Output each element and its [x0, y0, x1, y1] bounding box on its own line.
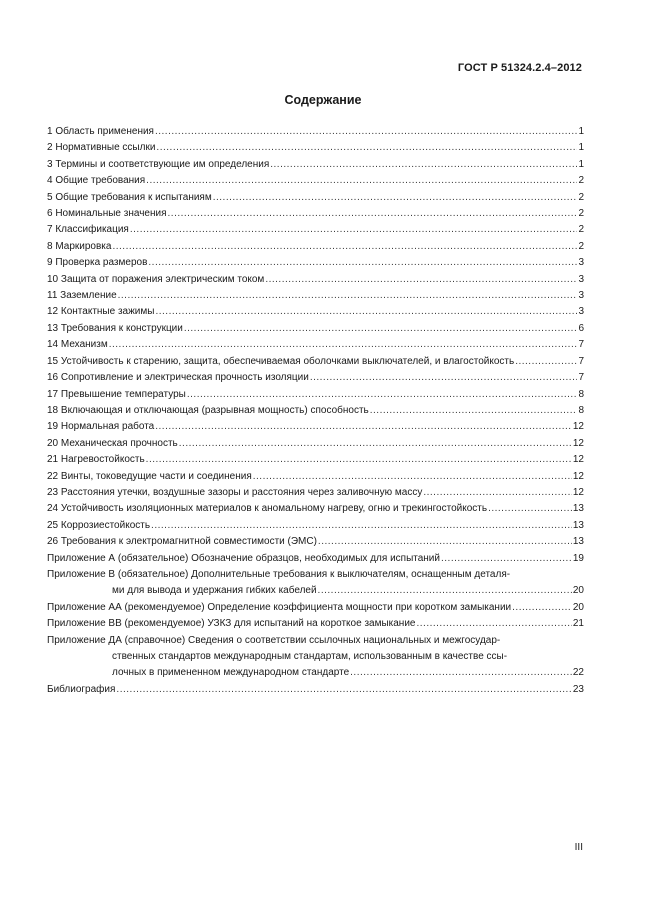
toc-entry-label: Библиография: [47, 683, 116, 695]
dot-leader: [187, 387, 578, 403]
dot-leader: [156, 140, 577, 156]
toc-entry-page: 8: [578, 404, 584, 416]
dot-leader: [112, 239, 577, 255]
toc-entry[interactable]: [47, 518, 584, 534]
dot-leader: [265, 272, 577, 288]
dot-leader: [184, 321, 578, 337]
toc-entry[interactable]: [47, 403, 584, 419]
toc-entry[interactable]: [47, 222, 584, 238]
dot-leader: [488, 501, 572, 517]
toc-entry-label: 16 Сопротивление и электрическая прочность изоляции: [47, 372, 309, 384]
toc-entry[interactable]: [47, 419, 584, 435]
dot-leader: [155, 124, 577, 140]
toc-entry-page: 22: [572, 667, 584, 679]
toc-entry-label: 21 Нагревостойкость: [47, 454, 145, 466]
toc-entry[interactable]: [47, 469, 584, 485]
toc-entry[interactable]: [47, 190, 584, 206]
toc-entry-page: 1: [578, 126, 584, 137]
toc-entry-page: 2: [578, 208, 584, 220]
toc-entry-label: 10 Защита от поражения электрическим током: [47, 273, 265, 285]
toc-entry-page: 20: [572, 601, 584, 613]
dot-leader: [155, 304, 577, 320]
toc-entry[interactable]: [47, 567, 584, 600]
dot-leader: [423, 485, 572, 501]
toc-entry[interactable]: [47, 173, 584, 189]
dot-leader: [253, 469, 572, 485]
dot-leader: [179, 436, 572, 452]
toc-entry[interactable]: [47, 452, 584, 468]
toc-entry-label: Приложение АА (рекомендуемое) Определение коэффициента мощности при коротком замыкании: [47, 601, 512, 613]
toc-entry-label: 13 Требования к конструкции: [47, 322, 183, 334]
toc-entry[interactable]: [47, 272, 584, 288]
toc-entry-page: 8: [578, 388, 584, 400]
toc-entry-page: 1: [578, 158, 584, 170]
toc-entry-label: 6 Номинальные значения: [47, 208, 167, 220]
toc-entry-page: 2: [578, 224, 584, 236]
toc-entry-page: 12: [572, 437, 584, 449]
toc-entry[interactable]: [47, 436, 584, 452]
dot-leader: [416, 616, 571, 632]
dot-leader: [318, 583, 572, 599]
dot-leader: [116, 682, 571, 698]
toc-entry[interactable]: [47, 501, 584, 517]
toc-entry[interactable]: [47, 534, 584, 550]
dot-leader: [350, 665, 572, 681]
dot-leader: [148, 255, 577, 271]
toc-entry-label: Приложение ВВ (рекомендуемое) УЗКЗ для испытаний на короткое замыкание: [47, 618, 416, 630]
toc-entry-page: 12: [572, 486, 584, 498]
toc-entry-label: 5 Общие требования к испытаниям: [47, 191, 212, 203]
toc-entry[interactable]: [47, 551, 584, 567]
toc-entry-label: ми для вывода и удержания гибких кабелей: [112, 585, 317, 597]
dot-leader: [109, 337, 578, 353]
toc-entry-label: 11 Заземление: [47, 290, 117, 302]
toc-entry-page: 3: [578, 290, 584, 302]
toc-entry-page: 13: [572, 519, 584, 531]
dot-leader: [370, 403, 578, 419]
toc-entry[interactable]: [47, 321, 584, 337]
dot-leader: [155, 419, 572, 435]
dot-leader: [146, 452, 572, 468]
toc-entry[interactable]: [47, 140, 584, 156]
toc-title: Содержание: [284, 93, 362, 107]
toc-entry-label: 8 Маркировка: [47, 240, 112, 252]
dot-leader: [515, 354, 577, 370]
toc-entry-label: лочных в примененном международном стандарте: [112, 667, 350, 679]
toc-entry-page: 7: [578, 339, 584, 351]
toc-entry-page: 7: [578, 355, 584, 367]
toc-entry-line: Приложение В (обязательное) Дополнительные требования к выключателям, оснащенным деталя-: [47, 568, 511, 580]
toc-entry-page: 3: [578, 273, 584, 285]
page-number: III: [574, 842, 583, 853]
toc-entry-label: 19 Нормальная работа: [47, 421, 155, 433]
dot-leader: [168, 206, 578, 222]
toc-entry-page: 12: [572, 470, 584, 482]
toc-entry[interactable]: [47, 157, 584, 173]
toc-entry[interactable]: [47, 124, 584, 140]
toc-entry[interactable]: [47, 337, 584, 353]
toc-entry[interactable]: [47, 485, 584, 501]
toc-entry-page: 20: [572, 585, 584, 597]
toc-entry-page: 21: [572, 618, 584, 630]
toc-entry-label: 7 Классификация: [47, 224, 129, 236]
toc-entry-page: 7: [578, 372, 584, 384]
toc-entry-label: 1 Область применения: [47, 126, 154, 137]
toc-entry[interactable]: [47, 304, 584, 320]
toc-entry-page: 3: [578, 257, 584, 269]
toc-entry-label: 2 Нормативные ссылки: [47, 142, 156, 154]
toc-entry[interactable]: [47, 600, 584, 616]
dot-leader: [146, 173, 577, 189]
toc-entry-page: 6: [578, 322, 584, 334]
toc-entry-label: 22 Винты, токоведущие части и соединения: [47, 470, 252, 482]
toc-entry-label: 20 Механическая прочность: [47, 437, 178, 449]
dot-leader: [270, 157, 577, 173]
dot-leader: [318, 534, 572, 550]
toc-entry-page: 2: [578, 240, 584, 252]
toc-entry-label: 14 Механизм: [47, 339, 108, 351]
toc-entry[interactable]: [47, 633, 584, 682]
toc-entry[interactable]: [47, 616, 584, 632]
toc-entry[interactable]: [47, 255, 584, 271]
dot-leader: [118, 288, 578, 304]
toc-entry-label: 4 Общие требования: [47, 175, 146, 187]
dot-leader: [151, 518, 572, 534]
toc-entry-page: 2: [578, 191, 584, 203]
toc-entry-label: 12 Контактные зажимы: [47, 306, 155, 318]
dot-leader: [130, 222, 578, 238]
toc-entry[interactable]: [47, 354, 584, 370]
toc-entry-label: 18 Включающая и отключающая (разрывная мощность) способность: [47, 404, 369, 416]
toc-entry[interactable]: [47, 239, 584, 255]
toc-entry-page: 2: [578, 175, 584, 187]
toc-entry-page: 23: [572, 683, 584, 695]
toc-entry-label: 17 Превышение температуры: [47, 388, 186, 400]
toc-entry-page: 19: [572, 552, 584, 564]
toc-entry-page: 1: [578, 142, 584, 154]
dot-leader: [512, 600, 572, 616]
document-code: ГОСТ Р 51324.2.4–2012: [457, 62, 582, 74]
toc-entry[interactable]: [47, 387, 584, 403]
toc-entry-page: 12: [572, 454, 584, 466]
toc-entry-label: 26 Требования к электромагнитной совместимости (ЭМС): [47, 536, 317, 548]
toc-entry-label: Приложение А (обязательное) Обозначение образцов, необходимых для испытаний: [47, 552, 440, 564]
toc-entry-label: 3 Термины и соответствующие им определения: [47, 158, 270, 170]
toc-entry-label: 23 Расстояния утечки, воздушные зазоры и расстояния через заливочную массу: [47, 486, 423, 498]
table-of-contents: [47, 124, 584, 698]
toc-entry[interactable]: [47, 682, 584, 698]
toc-entry-label: 25 Коррозиестойкость: [47, 519, 151, 531]
toc-entry[interactable]: [47, 370, 584, 386]
toc-entry-page: 13: [572, 536, 584, 548]
toc-entry-label: 9 Проверка размеров: [47, 257, 148, 269]
dot-leader: [310, 370, 578, 386]
toc-entry-label: 24 Устойчивость изоляционных материалов к аномальному нагреву, огню и трекингостойкость: [47, 503, 488, 515]
toc-entry[interactable]: [47, 206, 584, 222]
toc-entry-page: 12: [572, 421, 584, 433]
toc-entry[interactable]: [47, 288, 584, 304]
toc-entry-line: Приложение ДА (справочное) Сведения о соответствии ссылочных национальных и межгосудар-: [47, 634, 501, 646]
dot-leader: [441, 551, 572, 567]
toc-entry-line: ственных стандартов международным стандартам, использованным в качестве ссы-: [112, 651, 508, 662]
toc-entry-page: 13: [572, 503, 584, 515]
toc-entry-label: 15 Устойчивость к старению, защита, обеспечиваемая оболочками выключателей, и влагостойкость: [47, 355, 515, 367]
dot-leader: [213, 190, 578, 206]
toc-entry-page: 3: [578, 306, 584, 318]
